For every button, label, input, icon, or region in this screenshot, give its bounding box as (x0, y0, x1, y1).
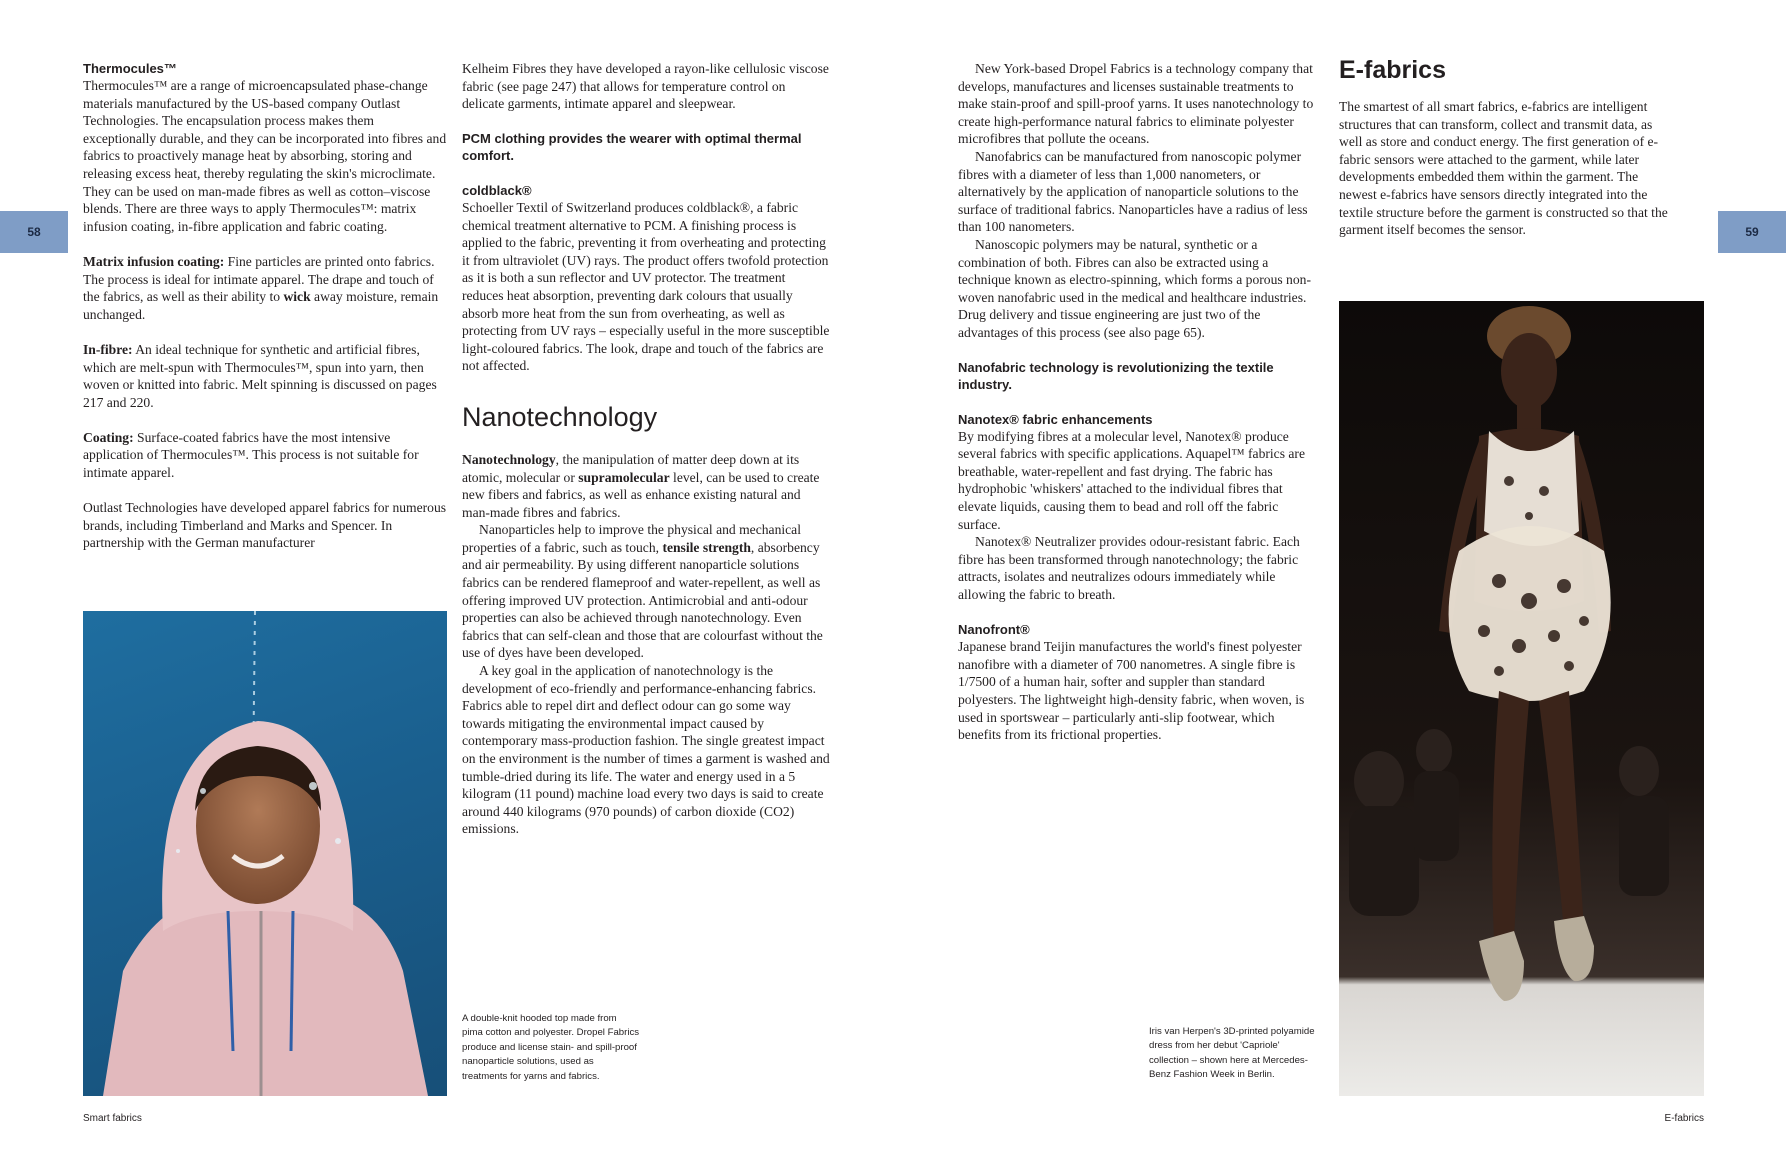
kelheim-paragraph: Kelheim Fibres they have developed a rayon-like cellulosic viscose fabric (see page 247) that allows for temperature control on delicate garments, intimate apparel and sleepwear. (462, 61, 829, 112)
nanotech-paragraph-2 (462, 521, 830, 662)
nano-p2-text-b: , absorbency and air permeability. By using different nanoparticle solutions fabrics can be rendered flameproof and water-repellent, as well as offering improved UV protection. Antimicrobial and anti-odour properties can also be achieved through nanotechnology. Even fabrics that can self-clean and those that are colourfast without the use of dyes have been developed. (462, 539, 823, 661)
nanotechnology-title: Nanotechnology (462, 401, 658, 432)
page-number-tab-right (1718, 211, 1786, 253)
hoodie-photo (83, 611, 447, 1096)
infibre-text: An ideal technique for synthetic and artificial fibres, which are melt-spun with Thermocules™, spun into yarn, then woven or knitted into fabric. Melt spinning is discussed on pages 217 and 220. (83, 341, 437, 410)
efabrics-intro: The smartest of all smart fabrics, e-fabrics are intelligent structures that can transform, collect and transmit data, as well as store and conduct energy. The first generation of e-fabric sensors were attached to the garment, while later developments embedded them within the garment. The newest e-fabrics have sensors directly integrated into the textile structure before the garment is constructed so that the garment itself becomes the sensor. (1339, 99, 1668, 238)
nanotech-paragraph-3: A key goal in the application of nanotechnology is the development of eco-friendly and performance-enhancing fabrics. Fabrics able to repel dirt and deflect odour can go some way towards mitigating the environmental impact caused by contemporary mass-production fashion. The single greatest impact on the environment is the number of times a garment is washed and tumble-dried during its life. The water and energy used in a 5 kilogram (11 pound) machine load every two days is said to create around 440 kilograms (970 pounds) of carbon dioxide (CO2) emissions. (462, 663, 830, 837)
runway-dress-illustration (1339, 301, 1704, 1096)
nanotex-heading: Nanotex® fabric enhancements (958, 411, 1153, 427)
nanofront-paragraph: Japanese brand Teijin manufactures the world's finest polyester nanofibre with a diameter of 700 nanometres. A single fibre is 1/7500 of a human hair, softer and suppler than standard polyesters. The lightweight high-density fabric, when woven, is used in sportswear – particularly anti-slip footwear, which benefits from its frictional properties. (958, 639, 1305, 743)
thermocules-intro: Thermocules™ are a range of microencapsulated phase-change materials manufactured by the US-based company Outlast Technologies. The encapsulation process makes them exceptionally durable, and they can be incorporated into fibres and fabrics to proactively manage heat by absorbing, storing and releasing excess heat, thereby regulating the skin's microclimate. They can be used on man-made fibres as well as cotton–viscose blends. There are three ways to apply Thermocules™: matrix infusion coating, in-fibre application and fabric coating. (83, 78, 447, 234)
hoodie-photo-illustration (83, 611, 447, 1096)
hoodie-caption: A double-knit hooded top made from pima cotton and polyester. Dropel Fabrics produce and license stain- and spill-proof nanoparticle solutions, used as treatments for yarns and fabrics. (462, 1013, 640, 1082)
coating-text: Surface-coated fabrics have the most intensive application of Thermocules™. This process is not suitable for intimate apparel. (83, 429, 419, 481)
dress-caption: Iris van Herpen's 3D-printed polyamide dress from her debut 'Capriole' collection – shown here at Mercedes-Benz Fashion Week in Berlin. (1149, 1026, 1315, 1081)
coating-paragraph (83, 429, 448, 482)
coating-label: Coating: (83, 429, 134, 445)
page-number-right: 59 (1745, 225, 1759, 239)
nanofabric-pullquote: Nanofabric technology is revolutionizing the textile industry. (958, 360, 1274, 393)
coldblack-heading: coldblack® (462, 182, 532, 198)
matrix-text-b: away moisture, remain unchanged. (83, 289, 439, 322)
nano-p1-text-b: level, can be used to create new fibers and fabrics, as well as enhance existing natural and man-made fibres and fabrics. (462, 469, 820, 520)
supramolecular-term: supramolecular (578, 469, 670, 485)
pcm-pullquote: PCM clothing provides the wearer with optimal thermal comfort. (462, 131, 802, 164)
nanofabrics-paragraph: Nanofabrics can be manufactured from nanoscopic polymer fibres with a diameter of less than 1,000 nanometers, or alternatively by the application of nanoparticle solutions to the surface of traditional fabrics. Nanoparticles have a radius of less than 100 nanometers. (958, 148, 1308, 235)
nano-p1-text-a: , the manipulation of matter deep down at its atomic, molecular or (462, 451, 800, 485)
page-number-tab-left (0, 211, 68, 253)
dropel-paragraph: New York-based Dropel Fabrics is a technology company that develops, manufactures and licenses sustainable treatments to make stain-proof and spill-proof yarns. It uses nanotechnology to create high-performance natural fabrics to eliminate polyester microfibres that pollute the oceans. (958, 61, 1314, 147)
column-3 (958, 60, 1320, 744)
polymers-paragraph: Nanoscopic polymers may be natural, synthetic or a combination of both. Fibres can also be extracted using a technique known as electro-spinning, which forms a porous non-woven nanofabric used in the medical and healthcare industries. Drug delivery and tissue engineering are just two of the advantages of this process (see also page 65). (958, 236, 1311, 340)
nanotex-paragraph: By modifying fibres at a molecular level, Nanotex® produce several fabrics with specific applications. Aquapel™ fabrics are breathable, water-repellent and fast drying. The fabric has hydrophobic 'whiskers' attached to the individual fibres that elevate liquids, causing them to bead and roll off the fabric surface. (958, 428, 1305, 532)
matrix-label: Matrix infusion coating: (83, 253, 225, 269)
nanofront-heading: Nanofront® (958, 622, 1030, 638)
column-1 (83, 60, 448, 552)
page-number-left: 58 (27, 225, 41, 239)
matrix-paragraph (83, 253, 448, 323)
outlast-paragraph: Outlast Technologies have developed apparel fabrics for numerous brands, including Timberland and Marks and Spencer. In partnership with the German manufacturer (83, 500, 447, 551)
neutralizer-paragraph: Nanotex® Neutralizer provides odour-resistant fabric. Each fibre has been transformed through nanotechnology; the fabric attracts, isolates and neutralizes odours immediately while allowing the fabric to breath. (958, 534, 1300, 603)
footer-right: E-fabrics (1664, 1113, 1704, 1124)
coldblack-paragraph: Schoeller Textil of Switzerland produces coldblack®, a fabric chemical treatment alternative to PCM. A finishing process is applied to the fabric, preventing it from overheating and protecting it from ultraviolet (UV) rays. The product offers twofold protection as it is both a sun reflector and UV protector. The treatment reduces heat absorption, preventing dark colours that usually absorb more heat from the sun from overheating, as well as protecting from UV rays – especially useful in the more susceptible light-coloured fabrics. The look, drape and touch of the fabrics are not affected. (462, 199, 830, 374)
infibre-paragraph (83, 341, 448, 411)
thermocules-heading: Thermocules™ (83, 61, 177, 76)
infibre-label: In-fibre: (83, 341, 133, 357)
runway-dress-photo (1339, 301, 1704, 1096)
nanotechnology-term: Nanotechnology (462, 451, 556, 467)
footer-left: Smart fabrics (83, 1113, 142, 1124)
nano-p2-text-a: Nanoparticles help to improve the physical and mechanical properties of a fabric, such as touch, (462, 522, 801, 555)
wick-term: wick (283, 289, 311, 305)
matrix-text-a: Fine particles are printed onto fabrics. The process is ideal for intimate apparel. The drape and touch of the fabrics, as well as their ability to (83, 253, 435, 305)
column-2 (462, 60, 830, 838)
nanotech-paragraph-1 (462, 451, 830, 521)
tensile-strength-term: tensile strength (662, 539, 751, 555)
efabrics-title: E-fabrics (1339, 56, 1446, 84)
column-4 (1339, 55, 1676, 239)
